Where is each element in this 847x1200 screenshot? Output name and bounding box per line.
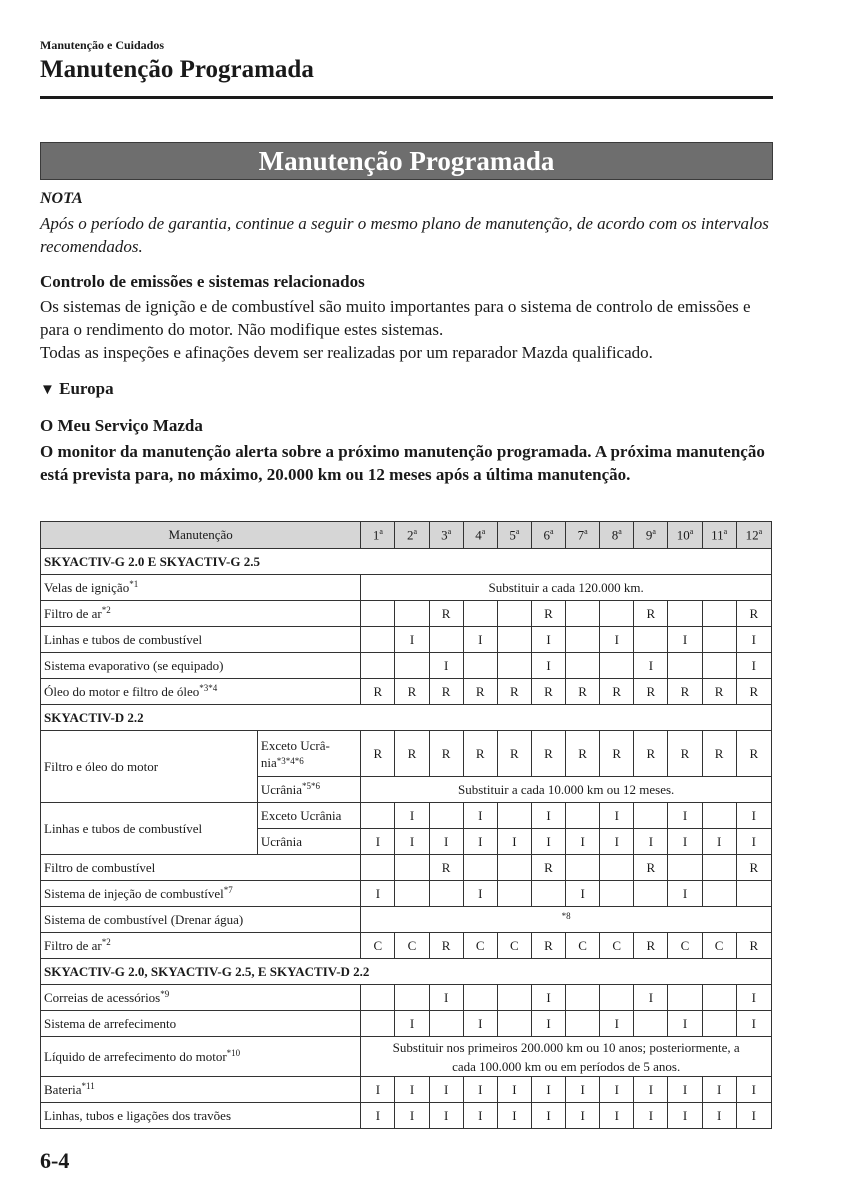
interval-cell	[668, 855, 702, 881]
interval-cell: I	[531, 627, 565, 653]
interval-cell: I	[668, 1103, 702, 1129]
interval-cell	[429, 1011, 463, 1037]
row-label: Filtro de ar$^{*2}$	[41, 601, 361, 627]
interval-cell	[566, 855, 600, 881]
interval-cell: I	[668, 829, 702, 855]
row-note: *8	[361, 907, 772, 933]
interval-cell: I	[668, 627, 702, 653]
interval-cell: I	[600, 627, 634, 653]
row-label: Filtro de combustível	[41, 855, 361, 881]
row-note: Substituir a cada 10.000 km ou 12 meses.	[361, 777, 772, 803]
interval-cell	[634, 803, 668, 829]
header-interval-10: 10$^a$	[668, 522, 702, 549]
interval-cell: I	[736, 1011, 771, 1037]
header-interval-7: 7$^a$	[566, 522, 600, 549]
table-row	[41, 1037, 772, 1077]
interval-cell: I	[566, 881, 600, 907]
interval-cell	[497, 653, 531, 679]
group-row	[41, 549, 772, 575]
interval-cell: I	[497, 1103, 531, 1129]
table-row	[41, 933, 772, 959]
interval-cell	[497, 855, 531, 881]
interval-cell: I	[736, 1103, 771, 1129]
interval-cell	[736, 881, 771, 907]
maintenance-schedule-table	[40, 521, 772, 1129]
interval-cell	[600, 653, 634, 679]
interval-cell: R	[600, 679, 634, 705]
interval-cell: I	[668, 803, 702, 829]
header-maintenance: Manutenção	[41, 522, 361, 549]
interval-cell	[361, 803, 395, 829]
interval-cell: R	[634, 933, 668, 959]
interval-cell	[702, 985, 736, 1011]
table-row	[41, 679, 772, 705]
interval-cell: R	[497, 731, 531, 777]
interval-cell: I	[531, 1103, 565, 1129]
row-sublabel: Ucrânia	[257, 829, 360, 855]
row-sublabel: Exceto Ucrânia	[257, 803, 360, 829]
table-row	[41, 881, 772, 907]
interval-cell: I	[497, 829, 531, 855]
interval-cell	[361, 627, 395, 653]
interval-cell: C	[566, 933, 600, 959]
interval-cell: I	[702, 1103, 736, 1129]
interval-cell: I	[566, 829, 600, 855]
interval-cell	[531, 881, 565, 907]
triangle-down-icon: ▼	[40, 382, 55, 398]
interval-cell: I	[668, 881, 702, 907]
interval-cell	[429, 803, 463, 829]
interval-cell	[668, 601, 702, 627]
interval-cell: R	[361, 731, 395, 777]
interval-cell: R	[668, 679, 702, 705]
interval-cell: I	[497, 1077, 531, 1103]
table-row	[41, 985, 772, 1011]
group-label: SKYACTIV-D 2.2	[41, 705, 772, 731]
interval-cell: R	[634, 855, 668, 881]
interval-cell: I	[429, 653, 463, 679]
interval-cell: I	[531, 985, 565, 1011]
interval-cell: I	[463, 1103, 497, 1129]
interval-cell	[429, 627, 463, 653]
title-rule	[40, 96, 773, 99]
interval-cell	[463, 601, 497, 627]
interval-cell	[566, 803, 600, 829]
interval-cell: I	[531, 1011, 565, 1037]
interval-cell: I	[668, 1077, 702, 1103]
table-row	[41, 653, 772, 679]
group-label: SKYACTIV-G 2.0, SKYACTIV-G 2.5, E SKYACTIV-D 2.2	[41, 959, 772, 985]
interval-cell: R	[361, 679, 395, 705]
interval-cell: C	[463, 933, 497, 959]
service-text: O monitor da manutenção alerta sobre a próximo manutenção programada. A próxima manutenção está prevista para, no máximo, 20.000 km ou 12 meses após a última manutenção.	[40, 442, 765, 484]
interval-cell: I	[395, 1103, 429, 1129]
header-interval-9: 9$^a$	[634, 522, 668, 549]
header-interval-2: 2$^a$	[395, 522, 429, 549]
interval-cell	[497, 803, 531, 829]
interval-cell: R	[531, 679, 565, 705]
emissions-line-1: Os sistemas de ignição e de combustível são muito importantes para o sistema de controlo de emissões e para o rendimento do motor. Não modifique estes sistemas.	[40, 297, 751, 339]
interval-cell: C	[395, 933, 429, 959]
interval-cell	[395, 985, 429, 1011]
table-row	[41, 803, 772, 829]
page-title: Manutenção Programada	[40, 56, 314, 83]
interval-cell	[668, 653, 702, 679]
interval-cell: I	[702, 1077, 736, 1103]
emissions-heading: Controlo de emissões e sistemas relacionados	[40, 272, 365, 291]
table-row	[41, 855, 772, 881]
interval-cell	[566, 985, 600, 1011]
table-row	[41, 601, 772, 627]
interval-cell: I	[702, 829, 736, 855]
header-interval-5: 5$^a$	[497, 522, 531, 549]
interval-cell: R	[600, 731, 634, 777]
interval-cell	[361, 653, 395, 679]
region-heading	[40, 379, 114, 399]
interval-cell: I	[395, 829, 429, 855]
header-interval-8: 8$^a$	[600, 522, 634, 549]
row-label: Filtro de ar$^{*2}$	[41, 933, 361, 959]
interval-cell	[395, 653, 429, 679]
interval-cell: I	[429, 829, 463, 855]
header-interval-6: 6$^a$	[531, 522, 565, 549]
interval-cell: I	[736, 653, 771, 679]
interval-cell: R	[736, 679, 771, 705]
interval-cell: I	[463, 803, 497, 829]
interval-cell: I	[395, 1011, 429, 1037]
interval-cell: C	[668, 933, 702, 959]
interval-cell: I	[395, 803, 429, 829]
interval-cell: I	[429, 1077, 463, 1103]
table-row	[41, 731, 772, 777]
table-row	[41, 575, 772, 601]
interval-cell: I	[736, 627, 771, 653]
interval-cell: I	[531, 653, 565, 679]
interval-cell: I	[463, 627, 497, 653]
table-header-row	[41, 522, 772, 549]
interval-cell	[702, 627, 736, 653]
row-label: Velas de ignição$^{*1}$	[41, 575, 361, 601]
interval-cell	[600, 601, 634, 627]
interval-cell: R	[566, 679, 600, 705]
interval-cell: I	[634, 1103, 668, 1129]
interval-cell	[395, 855, 429, 881]
interval-cell: R	[531, 601, 565, 627]
interval-cell: I	[668, 1011, 702, 1037]
interval-cell: R	[702, 679, 736, 705]
group-row	[41, 959, 772, 985]
interval-cell	[566, 1011, 600, 1037]
interval-cell: I	[634, 829, 668, 855]
interval-cell: R	[634, 601, 668, 627]
interval-cell: I	[634, 1077, 668, 1103]
interval-cell	[634, 627, 668, 653]
row-label: Sistema evaporativo (se equipado)	[41, 653, 361, 679]
interval-cell: R	[429, 855, 463, 881]
interval-cell: R	[668, 731, 702, 777]
row-label: Linhas e tubos de combustível	[41, 627, 361, 653]
interval-cell: I	[600, 1011, 634, 1037]
interval-cell: I	[634, 985, 668, 1011]
interval-cell	[361, 1011, 395, 1037]
interval-cell: I	[736, 985, 771, 1011]
interval-cell	[463, 653, 497, 679]
interval-cell: I	[736, 1077, 771, 1103]
row-label: Sistema de injeção de combustível$^{*7}$	[41, 881, 361, 907]
interval-cell: R	[566, 731, 600, 777]
row-sublabel: Exceto Ucrâ-nia$^{*3*4*6}$	[257, 731, 360, 777]
interval-cell	[600, 881, 634, 907]
header-interval-3: 3$^a$	[429, 522, 463, 549]
interval-cell: R	[634, 731, 668, 777]
interval-cell: I	[463, 1077, 497, 1103]
interval-cell: R	[463, 679, 497, 705]
interval-cell	[566, 601, 600, 627]
row-sublabel: Ucrânia$^{*5*6}$	[257, 777, 360, 803]
row-label: Bateria$^{*11}$	[41, 1077, 361, 1103]
interval-cell: I	[531, 1077, 565, 1103]
interval-cell: I	[463, 881, 497, 907]
row-label: Sistema de arrefecimento	[41, 1011, 361, 1037]
interval-cell	[497, 881, 531, 907]
interval-cell: I	[463, 829, 497, 855]
table-row	[41, 627, 772, 653]
interval-cell: R	[463, 731, 497, 777]
row-label: Linhas e tubos de combustível	[41, 803, 258, 855]
interval-cell: I	[429, 985, 463, 1011]
interval-cell: I	[531, 829, 565, 855]
header-interval-4: 4$^a$	[463, 522, 497, 549]
interval-cell: I	[395, 627, 429, 653]
interval-cell: C	[702, 933, 736, 959]
interval-cell	[361, 985, 395, 1011]
interval-cell: R	[429, 601, 463, 627]
group-row	[41, 705, 772, 731]
interval-cell: C	[361, 933, 395, 959]
row-label: Filtro e óleo do motor	[41, 731, 258, 803]
row-note	[361, 1037, 772, 1077]
note-title: NOTA	[40, 190, 83, 207]
interval-cell: I	[361, 829, 395, 855]
interval-cell: R	[395, 731, 429, 777]
interval-cell: I	[600, 1077, 634, 1103]
interval-cell: R	[736, 601, 771, 627]
interval-cell	[702, 803, 736, 829]
interval-cell	[497, 601, 531, 627]
interval-cell: R	[736, 731, 771, 777]
note-text: Após o período de garantia, continue a seguir o mesmo plano de manutenção, de acordo com os intervalos recomendados.	[40, 214, 769, 256]
row-note: Substituir a cada 120.000 km.	[361, 575, 772, 601]
interval-cell: I	[566, 1103, 600, 1129]
interval-cell: I	[361, 1077, 395, 1103]
interval-cell	[702, 881, 736, 907]
interval-cell: R	[429, 679, 463, 705]
emissions-text	[40, 295, 780, 364]
row-label: Óleo do motor e filtro de óleo$^{*3*4}$	[41, 679, 361, 705]
interval-cell: I	[361, 1103, 395, 1129]
page-number: 6-4	[40, 1148, 70, 1173]
interval-cell: I	[634, 653, 668, 679]
header-interval-11: 11$^a$	[702, 522, 736, 549]
table-row	[41, 1103, 772, 1129]
interval-cell: C	[497, 933, 531, 959]
interval-cell: I	[361, 881, 395, 907]
interval-cell: I	[463, 1011, 497, 1037]
interval-cell	[497, 627, 531, 653]
interval-cell	[395, 881, 429, 907]
interval-cell	[463, 855, 497, 881]
interval-cell: R	[395, 679, 429, 705]
interval-cell: R	[736, 855, 771, 881]
interval-cell: I	[600, 829, 634, 855]
interval-cell: C	[600, 933, 634, 959]
interval-cell: R	[736, 933, 771, 959]
region-label: Europa	[59, 379, 114, 398]
emissions-line-2: Todas as inspeções e afinações devem ser realizadas por um reparador Mazda qualificado.	[40, 343, 653, 362]
row-label: Linhas, tubos e ligações dos travões	[41, 1103, 361, 1129]
interval-cell: I	[566, 1077, 600, 1103]
interval-cell: I	[736, 803, 771, 829]
interval-cell: R	[531, 933, 565, 959]
interval-cell	[463, 985, 497, 1011]
interval-cell	[497, 985, 531, 1011]
interval-cell: R	[702, 731, 736, 777]
row-label: Líquido de arrefecimento do motor$^{*10}$	[41, 1037, 361, 1077]
header-interval-12: 12$^a$	[736, 522, 771, 549]
row-label: Sistema de combustível (Drenar água)	[41, 907, 361, 933]
interval-cell: I	[736, 829, 771, 855]
section-banner: Manutenção Programada	[40, 142, 773, 180]
interval-cell: R	[429, 731, 463, 777]
table-row	[41, 1011, 772, 1037]
interval-cell: I	[600, 803, 634, 829]
interval-cell	[668, 985, 702, 1011]
interval-cell	[566, 653, 600, 679]
interval-cell: R	[429, 933, 463, 959]
group-label: SKYACTIV-G 2.0 E SKYACTIV-G 2.5	[41, 549, 772, 575]
service-title: O Meu Serviço Mazda	[40, 416, 203, 435]
interval-cell	[634, 881, 668, 907]
table-row	[41, 907, 772, 933]
interval-cell: I	[395, 1077, 429, 1103]
table-row	[41, 1077, 772, 1103]
interval-cell	[702, 653, 736, 679]
interval-cell: R	[634, 679, 668, 705]
interval-cell: I	[429, 1103, 463, 1129]
row-note-line: Substituir nos primeiros 200.000 km ou 10 anos; posteriormente, a	[392, 1039, 740, 1055]
interval-cell	[702, 601, 736, 627]
interval-cell	[600, 985, 634, 1011]
interval-cell	[702, 855, 736, 881]
interval-cell	[395, 601, 429, 627]
interval-cell	[361, 601, 395, 627]
header-interval-1: 1$^a$	[361, 522, 395, 549]
interval-cell: I	[600, 1103, 634, 1129]
interval-cell	[361, 855, 395, 881]
interval-cell	[497, 1011, 531, 1037]
interval-cell	[634, 1011, 668, 1037]
section-label: Manutenção e Cuidados	[40, 38, 165, 52]
interval-cell: R	[531, 855, 565, 881]
interval-cell: R	[531, 731, 565, 777]
row-note-line: cada 100.000 km ou em períodos de 5 anos.	[452, 1058, 681, 1074]
row-label: Correias de acessórios$^{*9}$	[41, 985, 361, 1011]
interval-cell	[566, 627, 600, 653]
interval-cell: I	[531, 803, 565, 829]
interval-cell	[429, 881, 463, 907]
interval-cell	[600, 855, 634, 881]
interval-cell	[702, 1011, 736, 1037]
interval-cell: R	[497, 679, 531, 705]
